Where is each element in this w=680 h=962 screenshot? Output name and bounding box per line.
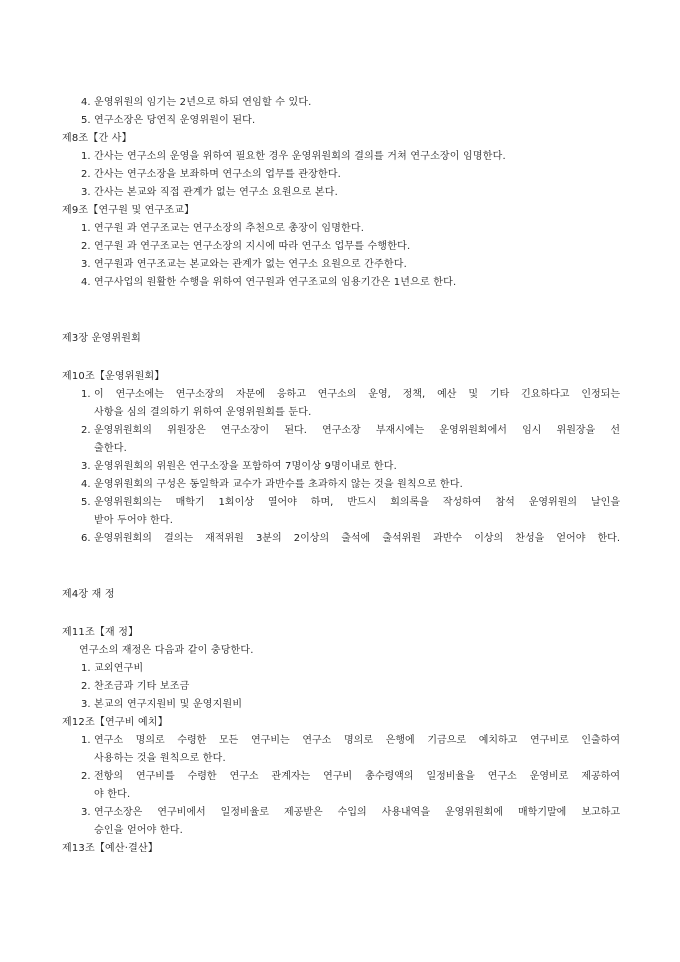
item-text: 연구소장은 당연직 운영위원이 된다. — [94, 115, 256, 126]
item-text: 연구원 과 연구조교는 연구소장의 추천으로 총장이 임명한다. — [94, 223, 365, 234]
item-number: 2. — [81, 681, 91, 692]
item-number: 1. — [81, 223, 91, 234]
article-11-heading: 제11조【재 정】 — [62, 627, 139, 638]
item-text: 운영위원의 임기는 2년으로 하되 연임할 수 있다. — [94, 97, 312, 108]
item-text: 연구원과 연구조교는 본교와는 관계가 없는 연구소 요원으로 간주한다. — [94, 259, 407, 270]
item-number: 1. — [81, 735, 91, 746]
item-text: 운영위원회의 구성은 동일학과 교수가 과반수를 초과하지 않는 것을 원칙으로 한다. — [94, 479, 464, 490]
item-text: 찬조금과 기타 보조금 — [94, 681, 190, 692]
item-number: 3. — [81, 461, 91, 472]
item-number: 1. — [81, 663, 91, 674]
item-number: 1. — [81, 151, 91, 162]
article-8-heading: 제8조【간 사】 — [62, 133, 132, 144]
item-number: 3. — [81, 699, 91, 710]
article-12-heading: 제12조【연구비 예치】 — [62, 717, 168, 728]
item-number: 2. — [81, 169, 91, 180]
article-13-heading: 제13조【예산·결산】 — [62, 843, 159, 854]
article-9-heading: 제9조【연구원 및 연구조교】 — [62, 205, 195, 216]
item-text-line: 받아 두어야 한다. — [94, 515, 174, 526]
item-text-line: 전항의 연구비를 수령한 연구소 관계자는 연구비 총수령액의 일정비율을 연구소 운영비로 제공하여 — [94, 771, 620, 782]
item-number: 6. — [81, 533, 91, 544]
item-text: 연구사업의 원활한 수행을 위하여 연구원과 연구조교의 임용기간은 1년으로 한다. — [94, 277, 457, 288]
item-number: 2. — [81, 771, 91, 782]
item-text: 간사는 본교와 직접 관계가 없는 연구소 요원으로 본다. — [94, 187, 338, 198]
item-text-line: 연구소장은 연구비에서 일정비율로 제공받은 수입의 사용내역을 운영위원회에 매학기말에 보고하고 — [94, 807, 620, 818]
item-text-line: 승인을 얻어야 한다. — [94, 825, 184, 836]
item-number: 1. — [81, 389, 91, 400]
item-text: 운영위원회의 위원은 연구소장을 포함하여 7명이상 9명이내로 한다. — [94, 461, 397, 472]
item-number: 5. — [81, 497, 91, 508]
item-text: 본교의 연구지원비 및 운영지원비 — [94, 699, 243, 710]
item-text-line: 야 한다. — [94, 789, 131, 800]
item-text-line: 이 연구소에는 연구소장의 자문에 응하고 연구소의 운영, 정책, 예산 및 기타 긴요하다고 인정되는 — [94, 389, 620, 400]
article-10-heading: 제10조【운영위원회】 — [62, 371, 165, 382]
item-text-line: 운영위원회의는 매학기 1회이상 열어야 하며, 반드시 회의록을 작성하여 참석 운영위원의 날인을 — [94, 497, 620, 508]
item-text: 간사는 연구소의 운영을 위하여 필요한 경우 운영위원회의 결의를 거쳐 연구소장이 임명한다. — [94, 151, 506, 162]
item-number: 5. — [81, 115, 91, 126]
item-number: 4. — [81, 97, 91, 108]
chapter-3-heading: 제3장 운영위원회 — [62, 333, 141, 344]
item-text: 운영위원회의 결의는 재적위원 3분의 2이상의 출석에 출석위원 과반수 이상의 찬성을 얻어야 한다. — [94, 533, 620, 544]
item-number: 2. — [81, 241, 91, 252]
item-text: 교외연구비 — [94, 663, 144, 674]
item-number: 4. — [81, 479, 91, 490]
item-text-line: 운영위원회의 위원장은 연구소장이 된다. 연구소장 부재시에는 운영위원회에서 임시 위원장을 선 — [94, 425, 620, 436]
item-number: 3. — [81, 187, 91, 198]
item-text: 연구원 과 연구조교는 연구소장의 지시에 따라 연구소 업무를 수행한다. — [94, 241, 411, 252]
item-number: 3. — [81, 807, 91, 818]
item-text-line: 연구소 명의로 수령한 모든 연구비는 연구소 명의로 은행에 기금으로 예치하고 연구비로 인출하여 — [94, 735, 620, 746]
item-text-line: 출한다. — [94, 443, 127, 454]
item-text-line: 사용하는 것을 원칙으로 한다. — [94, 753, 226, 764]
item-number: 4. — [81, 277, 91, 288]
article-11-intro: 연구소의 재정은 다음과 같이 충당한다. — [79, 645, 254, 656]
item-number: 3. — [81, 259, 91, 270]
chapter-4-heading: 제4장 재 정 — [62, 589, 115, 600]
item-text-line: 사항을 심의 결의하기 위하여 운영위원회를 둔다. — [94, 407, 312, 418]
item-number: 2. — [81, 425, 91, 436]
item-text: 간사는 연구소장을 보좌하며 연구소의 업무를 관장한다. — [94, 169, 342, 180]
